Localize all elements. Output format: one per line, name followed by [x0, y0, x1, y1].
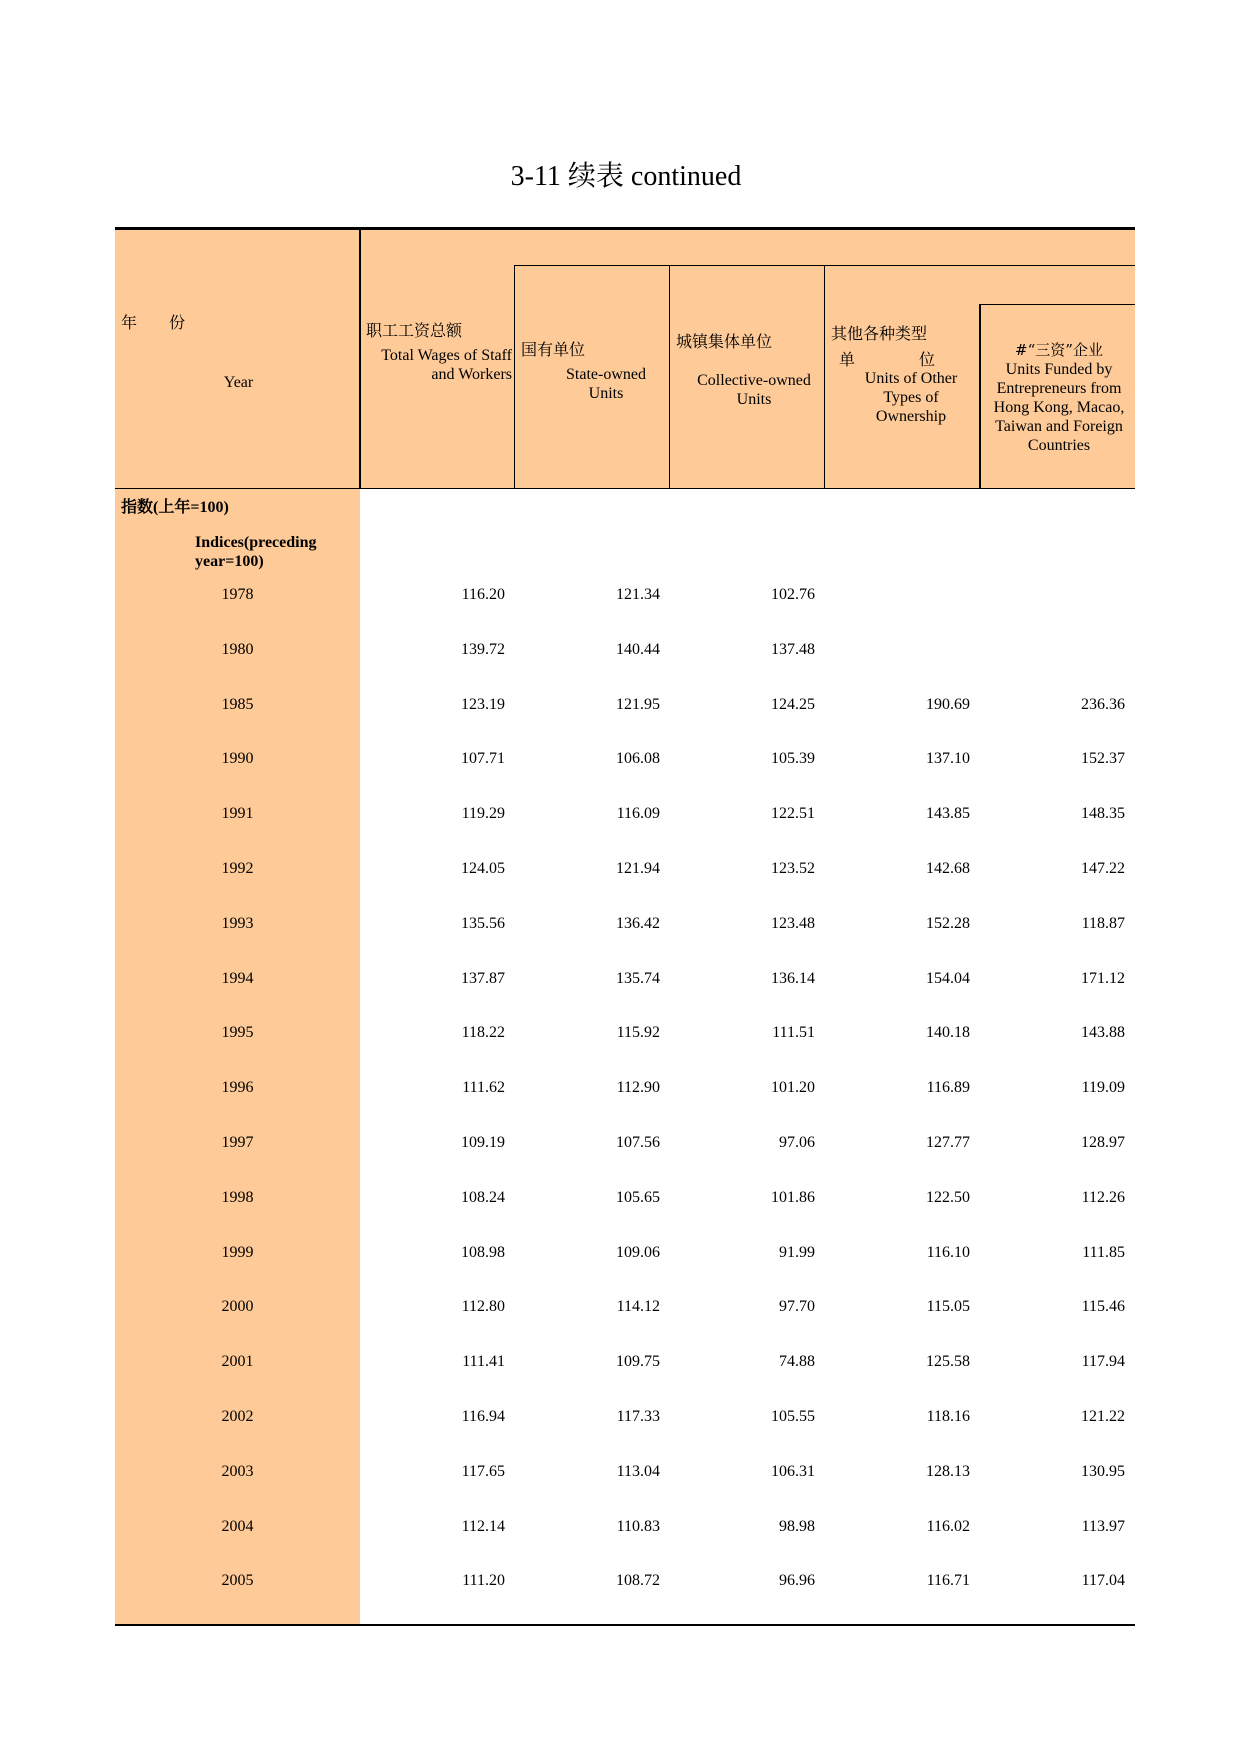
- table-row: [115, 744, 1135, 774]
- cell-state: 136.42: [616, 914, 660, 932]
- cell-collective: 105.55: [771, 1408, 815, 1425]
- cell-state: 135.74: [616, 969, 660, 987]
- cell-state: 106.08: [616, 750, 660, 768]
- header-year-en: Year: [223, 374, 254, 391]
- cell-state: 140.44: [616, 640, 660, 658]
- cell-state: 121.34: [616, 586, 660, 603]
- cell-total: 107.71: [461, 750, 505, 768]
- table-row: [115, 1512, 1135, 1542]
- cell-state: 112.90: [616, 1079, 660, 1097]
- row-year: 1995: [221, 1024, 254, 1042]
- row-year: 1991: [221, 805, 254, 823]
- cell-foreign: 171.12: [1081, 969, 1125, 987]
- table-row: [115, 1566, 1135, 1596]
- cell-total: 111.62: [462, 1079, 505, 1097]
- cell-total: 135.56: [461, 914, 505, 932]
- cell-state: 108.72: [616, 1572, 660, 1590]
- row-year: 1978: [221, 586, 254, 603]
- table-row: [115, 799, 1135, 829]
- cell-collective: 101.20: [771, 1079, 815, 1097]
- cell-collective: 97.06: [779, 1134, 815, 1151]
- cell-total: 117.65: [461, 1462, 505, 1480]
- cell-state: 107.56: [616, 1134, 660, 1151]
- cell-collective: 105.39: [771, 750, 815, 768]
- table-row: [115, 1183, 1135, 1213]
- header-divider-other: [979, 304, 981, 489]
- cell-state: 109.06: [616, 1243, 660, 1261]
- cell-other: 118.16: [926, 1408, 970, 1425]
- row-year: 1998: [221, 1188, 254, 1206]
- header-collective-zh: 城镇集体单位: [676, 332, 773, 351]
- cell-total: 119.29: [461, 805, 505, 823]
- table-row: [115, 1238, 1135, 1268]
- cell-foreign: 113.97: [1081, 1517, 1125, 1535]
- cell-other: 137.10: [926, 750, 970, 768]
- cell-total: 112.14: [461, 1517, 505, 1535]
- header-other-en: Units of Other Types of Ownership: [864, 370, 958, 425]
- header-divider-collective: [824, 265, 825, 489]
- table-row: [115, 690, 1135, 720]
- table-row: [115, 909, 1135, 939]
- cell-foreign: 111.85: [1082, 1243, 1125, 1261]
- cell-state: 121.94: [616, 860, 660, 877]
- cell-other: 116.10: [926, 1243, 970, 1261]
- cell-foreign: 119.09: [1081, 1079, 1125, 1097]
- cell-state: 110.83: [616, 1517, 660, 1535]
- table-row: [115, 1292, 1135, 1322]
- cell-state: 105.65: [616, 1188, 660, 1206]
- bottom-border: [115, 1624, 1135, 1626]
- table-row: [115, 1457, 1135, 1487]
- cell-collective: 96.96: [779, 1572, 815, 1590]
- table-row: [115, 580, 1135, 610]
- cell-total: 139.72: [461, 640, 505, 658]
- cell-state: 115.92: [616, 1024, 660, 1042]
- cell-foreign: 152.37: [1081, 750, 1125, 768]
- header-collective: [676, 332, 822, 409]
- cell-other: 115.05: [926, 1298, 970, 1316]
- section-label-zh: 指数(上年=100): [121, 499, 229, 516]
- cell-foreign: 117.94: [1081, 1353, 1125, 1371]
- cell-other: 125.58: [926, 1353, 970, 1371]
- cell-total: 123.19: [461, 695, 505, 713]
- header-divider-total: [514, 265, 515, 489]
- header-year-zh: 年 份: [121, 313, 186, 332]
- table-row: [115, 1018, 1135, 1048]
- subheader-line-2: [980, 304, 1135, 305]
- cell-total: 108.24: [461, 1188, 505, 1206]
- cell-other: 140.18: [926, 1024, 970, 1042]
- row-year: 1993: [221, 914, 254, 932]
- cell-other: 154.04: [926, 969, 970, 987]
- cell-collective: 101.86: [771, 1188, 815, 1206]
- row-year: 2000: [221, 1298, 254, 1316]
- cell-collective: 123.52: [771, 860, 815, 877]
- row-year: 1990: [221, 750, 254, 768]
- header-total: [366, 321, 512, 384]
- row-year: 1985: [221, 695, 254, 713]
- cell-other: 116.89: [926, 1079, 970, 1097]
- header-total-zh: 职工工资总额: [366, 321, 463, 340]
- row-year: 2001: [221, 1353, 254, 1371]
- data-table: [115, 227, 1135, 1627]
- header-state-zh: 国有单位: [521, 340, 586, 359]
- table-row: [115, 964, 1135, 994]
- table-row: [115, 1402, 1135, 1432]
- cell-collective: 124.25: [771, 695, 815, 713]
- cell-foreign: 130.95: [1081, 1462, 1125, 1480]
- cell-state: 121.95: [616, 695, 660, 713]
- cell-other: 142.68: [926, 860, 970, 877]
- cell-total: 111.20: [462, 1572, 505, 1590]
- table-row: [115, 1128, 1135, 1158]
- cell-foreign: 118.87: [1081, 914, 1125, 932]
- subheader-line: [515, 265, 1135, 266]
- section-label-en: Indices(preceding year=100): [195, 534, 317, 570]
- cell-other: 122.50: [926, 1188, 970, 1206]
- row-year: 2004: [221, 1517, 254, 1535]
- header-foreign: [984, 341, 1134, 455]
- cell-collective: 98.98: [779, 1517, 815, 1535]
- cell-collective: 106.31: [771, 1462, 815, 1480]
- cell-total: 116.94: [461, 1408, 505, 1425]
- cell-total: 108.98: [461, 1243, 505, 1261]
- cell-collective: 137.48: [771, 640, 815, 658]
- header-bottom-border: [115, 488, 1135, 489]
- cell-collective: 91.99: [779, 1243, 815, 1261]
- row-year: 2003: [221, 1462, 254, 1480]
- header-other-zh: 其他各种类型: [831, 324, 928, 343]
- cell-total: 124.05: [461, 860, 505, 877]
- cell-collective: 97.70: [779, 1298, 815, 1316]
- header-total-en: Total Wages of Staff and Workers: [381, 347, 512, 383]
- cell-collective: 136.14: [771, 969, 815, 987]
- cell-state: 114.12: [616, 1298, 660, 1316]
- cell-state: 117.33: [616, 1408, 660, 1425]
- cell-other: 143.85: [926, 805, 970, 823]
- table-row: [115, 635, 1135, 665]
- cell-foreign: 117.04: [1081, 1572, 1125, 1590]
- cell-collective: 123.48: [771, 914, 815, 932]
- cell-foreign: 236.36: [1081, 695, 1125, 713]
- row-year: 2005: [221, 1572, 254, 1590]
- header-collective-en: Collective-owned Units: [697, 372, 811, 408]
- page-title: 3-11 续表 continued: [510, 161, 742, 192]
- row-year: 1997: [221, 1134, 254, 1151]
- header-foreign-zh: #“三资”企业: [1015, 341, 1103, 359]
- cell-collective: 102.76: [771, 586, 815, 603]
- cell-foreign: 112.26: [1081, 1188, 1125, 1206]
- header-other: [831, 324, 977, 426]
- table-row: [115, 1073, 1135, 1103]
- row-year: 1994: [221, 969, 254, 987]
- cell-total: 118.22: [461, 1024, 505, 1042]
- cell-state: 116.09: [616, 805, 660, 823]
- header-state: [521, 340, 665, 403]
- table-row: [115, 854, 1135, 884]
- row-year: 1992: [221, 860, 254, 877]
- cell-other: 152.28: [926, 914, 970, 932]
- header-divider-year: [359, 227, 361, 489]
- cell-other: 116.71: [926, 1572, 970, 1590]
- cell-state: 109.75: [616, 1353, 660, 1371]
- cell-total: 109.19: [461, 1134, 505, 1151]
- cell-total: 112.80: [461, 1298, 505, 1316]
- cell-foreign: 147.22: [1081, 860, 1125, 877]
- cell-other: 190.69: [926, 695, 970, 713]
- cell-foreign: 128.97: [1081, 1134, 1125, 1151]
- cell-collective: 122.51: [771, 805, 815, 823]
- cell-foreign: 121.22: [1081, 1408, 1125, 1425]
- header-state-en: State-owned Units: [566, 366, 646, 402]
- cell-state: 113.04: [616, 1462, 660, 1480]
- cell-other: 116.02: [926, 1517, 970, 1535]
- cell-total: 111.41: [462, 1353, 505, 1371]
- header-other-zh2: 单 位: [839, 350, 936, 369]
- cell-total: 116.20: [461, 586, 505, 603]
- cell-other: 128.13: [926, 1462, 970, 1480]
- header-divider-state: [669, 265, 670, 489]
- row-year: 1996: [221, 1079, 254, 1097]
- table-row: [115, 1347, 1135, 1377]
- row-year: 1999: [221, 1243, 254, 1261]
- cell-other: 127.77: [926, 1134, 970, 1151]
- top-border: [115, 227, 1135, 230]
- header-foreign-en: Units Funded by Entrepreneurs from Hong Kong, Macao, Taiwan and Foreign Countries: [993, 361, 1125, 454]
- row-year: 1980: [221, 640, 254, 658]
- cell-collective: 74.88: [779, 1353, 815, 1371]
- row-year: 2002: [221, 1408, 254, 1425]
- cell-foreign: 115.46: [1081, 1298, 1125, 1316]
- header-year: [121, 313, 356, 392]
- cell-collective: 111.51: [772, 1024, 815, 1042]
- cell-total: 137.87: [461, 969, 505, 987]
- cell-foreign: 143.88: [1081, 1024, 1125, 1042]
- cell-foreign: 148.35: [1081, 805, 1125, 823]
